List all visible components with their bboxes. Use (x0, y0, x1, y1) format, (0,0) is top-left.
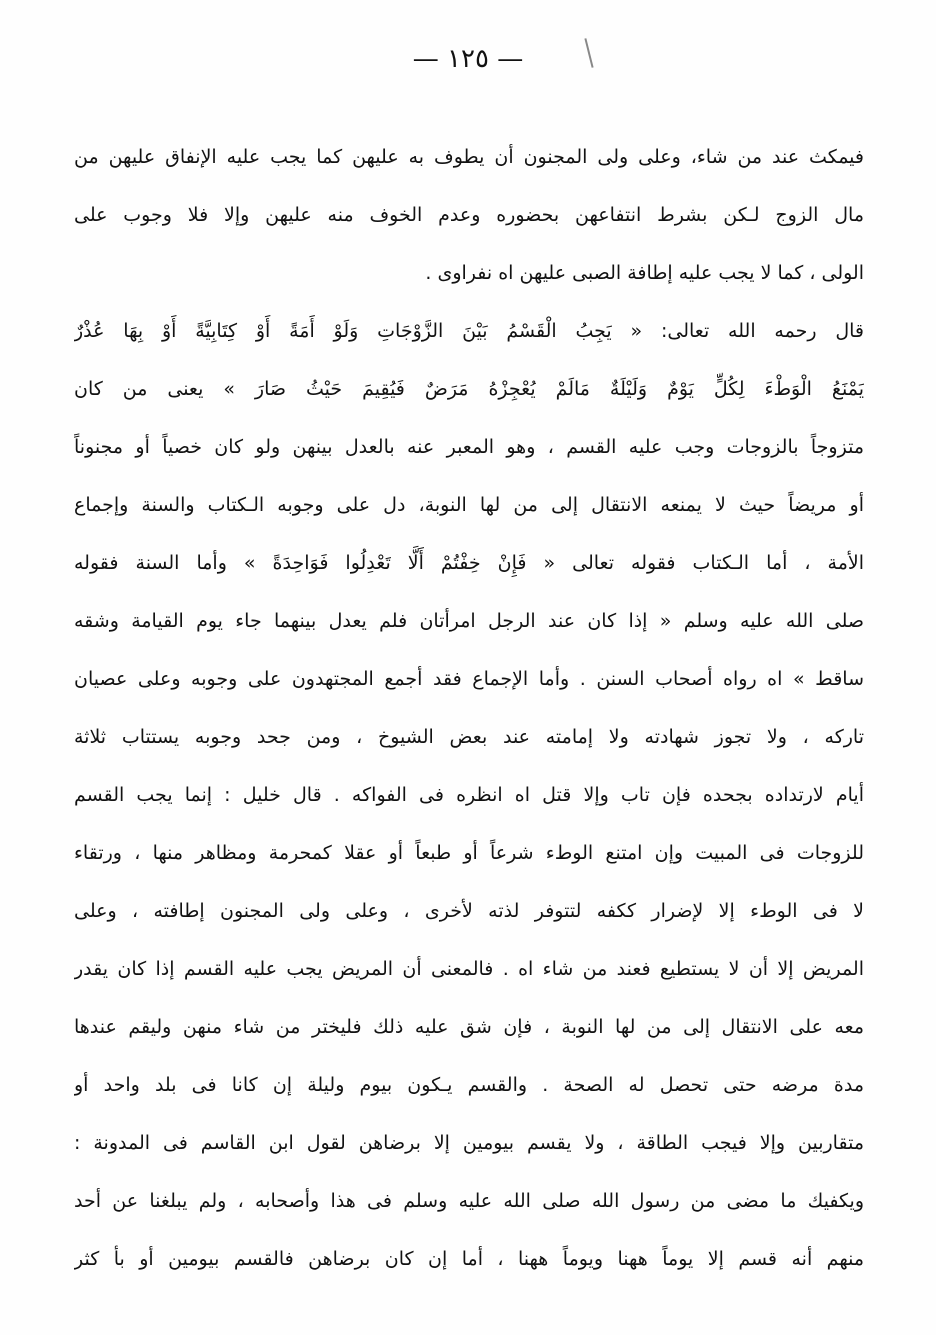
text-line: مال الزوج لـكن بشرط انتفاعهن بحضوره وعدم الخوف منه عليهن وإلا فلا وجوب على (74, 204, 864, 226)
paragraph-1 (74, 128, 864, 302)
text-line: المريض إلا أن لا يستطيع فعند من شاء اه . فالمعنى أن المريض يجب عليه القسم إذا كان يقدر (74, 958, 864, 980)
text-line: لا فى الوطء إلا لإضرار ككفه لتتوفر لذته لأخرى ، وعلى ولى المجنون إطافته ، وعلى (74, 900, 864, 922)
text-line: صلى الله عليه وسلم « إذا كان عند الرجل امرأتان فلم يعدل بينهما جاء يوم القيامة وشقه (74, 610, 864, 632)
text-line: منهم أنه قسم إلا يوماً ههنا ويوماً ههنا ، أما إن كان برضاهن فالقسم بيومين أو بأ كثر (74, 1248, 864, 1270)
text-line: للزوجات فى المبيت وإن امتنع الوطء شرعاً أو طبعاً أو عقلا كمحرمة ومظاهر منها ، ورتقاء (74, 842, 864, 864)
text-line: تاركه ، ولا تجوز شهادته ولا إمامته عند بعض الشيوخ ، ومن جحد وجوبه يستتاب ثلاثة (74, 726, 864, 748)
text-line: معه على الانتقال إلى من لها النوبة ، فإن شق عليه ذلك فليختر من شاء منهن وليقم عندها (74, 1016, 864, 1038)
text-line: ويكفيك ما مضى من رسول الله صلى الله عليه وسلم فى هذا وأصحابه ، ولم يبلغنا عن أحد (74, 1190, 864, 1212)
text-line: الأمة ، أما الـكتاب فقوله تعالى « فَإِنْ خِفْتُمْ أَلَّا تَعْدِلُوا فَوَاحِدَةً » وأما السنة فقوله (74, 552, 864, 574)
text-line: متزوجاً بالزوجات وجب عليه القسم ، وهو المعبر عنه بالعدل بينهن ولو كان خصياً أو مجنوناً (74, 436, 864, 458)
text-line: مدة مرضه حتى تحصل له الصحة . والقسم يـكون بيوم وليلة إن كانا فى بلد واحد أو (74, 1074, 864, 1096)
text-line: ساقط » اه رواه أصحاب السنن . وأما الإجماع فقد أجمع المجتهدون على وجوبه وعلى عصيان (74, 668, 864, 690)
page-number: — ١٢٥ — (412, 44, 524, 74)
text-line: فيمكث عند من شاء، وعلى ولى المجنون أن يطوف به عليهن كما يجب عليه الإنفاق عليهن من (74, 146, 864, 168)
text-line: أيام لارتداده بجحده فإن تاب وإلا قتل اه انظره فى الفواكه . قال خليل : إنما يجب القسم (74, 784, 864, 806)
paragraph-2 (74, 302, 864, 1288)
text-line: قال رحمه الله تعالى: « يَجِبُ الْقَسْمُ بَيْنَ الزَّوْجَاتِ وَلَوْ أَمَةً أَوْ كِتَابِيَّةً أَوْ بِهَا عُذْرٌ (74, 320, 864, 342)
text-line: أو مريضاً حيث لا يمنعه الانتقال إلى من لها النوبة، دل على وجوبه الـكتاب والسنة وإجماع (74, 494, 864, 516)
text-line: الولى ، كما لا يجب عليه إطافة الصبى عليهن اه نفراوى . (425, 262, 864, 284)
text-line: يَمْنَعُ الْوَطْءَ لِكُلٍّ يَوْمٌ وَلَيْلَةٌ مَالَمْ يُعْجِزْهُ مَرَضٌ فَيُقِيمَ حَيْثُ صَارَ » يعنى من كان (74, 378, 864, 400)
text-line: متقاربين وإلا فيجب الطاقة ، ولا يقسم بيومين إلا برضاهن لقول ابن القاسم فى المدونة : (74, 1132, 864, 1154)
